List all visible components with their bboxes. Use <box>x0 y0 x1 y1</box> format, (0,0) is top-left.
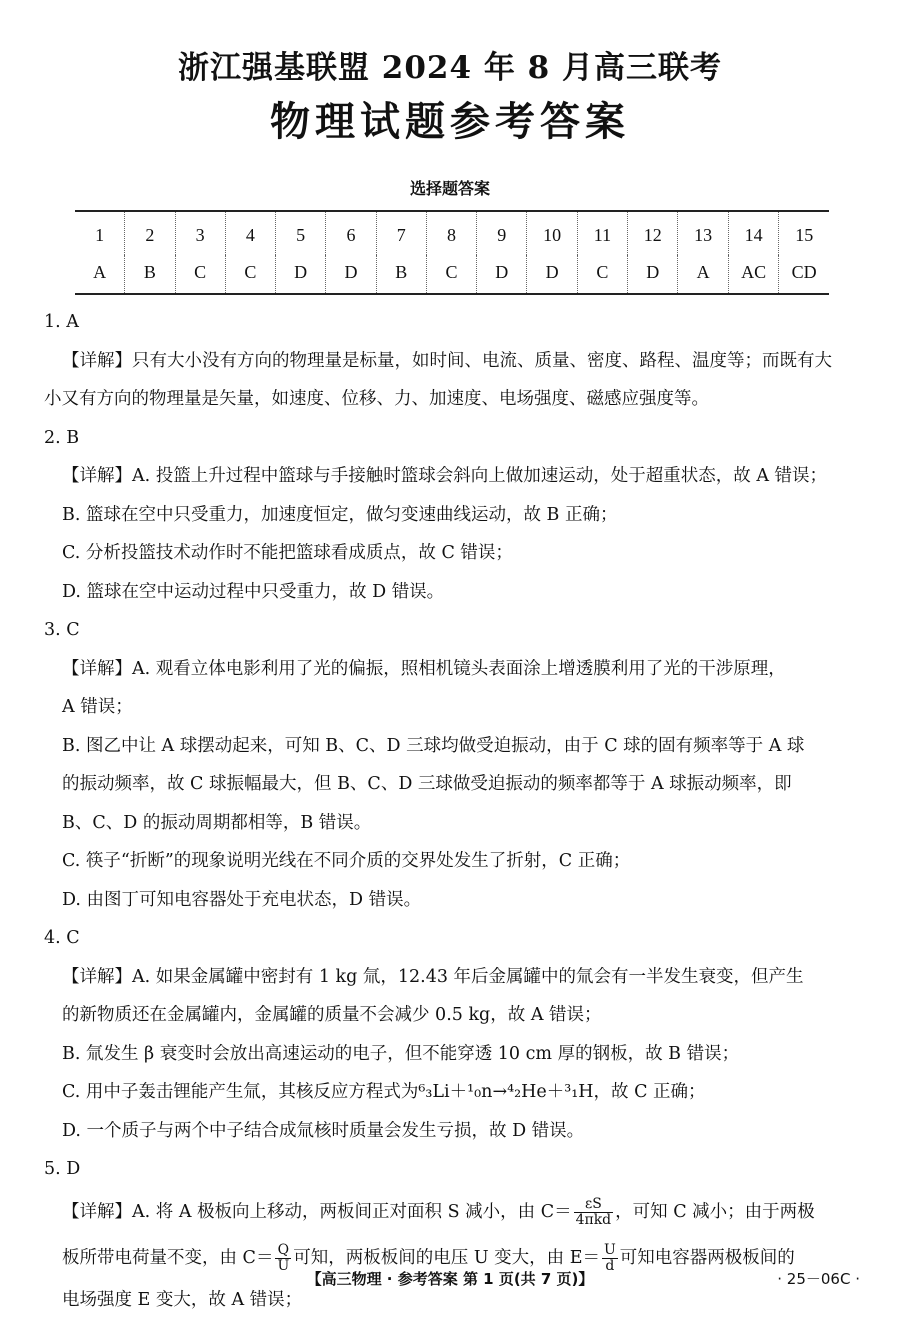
question-number-cell: 4 <box>225 211 275 255</box>
q2-line: 【详解】A. 投篮上升过程中篮球与手接触时篮球会斜向上做加速运动，处于超重状态，故 A 错误； <box>44 457 862 496</box>
q3-line: B. 图乙中让 A 球摆动起来，可知 B、C、D 三球均做受迫振动，由于 C 球的固有频率等于 A 球 <box>44 727 862 766</box>
question-number-cell: 5 <box>276 211 326 255</box>
question-number-cell: 15 <box>779 211 829 255</box>
question-number-cell: 9 <box>477 211 527 255</box>
q5-head: 5. D <box>44 1150 862 1189</box>
answer-body <box>44 303 862 1319</box>
q1-line: 小又有方向的物理量是矢量，如速度、位移、力、加速度、电场强度、磁感应强度等。 <box>44 380 862 419</box>
q4-line: C. 用中子轰击锂能产生氚，其核反应方程式为⁶₃Li＋¹₀n→⁴₂He＋³₁H，故 C 正确； <box>44 1073 862 1112</box>
q5-line-1: 【详解】A. 将 A 极板向上移动，两板间正对面积 S 减小，由 C＝ $\frac{\varepsilon S}{\text{4πkd}}$ ，可知 C 减小；由于两极 <box>44 1189 862 1235</box>
answer-cell: A <box>75 255 125 294</box>
question-number-cell: 10 <box>527 211 577 255</box>
section-title: 选择题答案 <box>0 176 900 199</box>
fraction-u-over-d: $\frac{U}{d}$ <box>602 1243 618 1274</box>
q3-line: 【详解】A. 观看立体电影利用了光的偏振，照相机镜头表面涂上增透膜利用了光的干涉原理， <box>44 650 862 689</box>
q1-head: 1. A <box>44 303 862 342</box>
q2-line: D. 篮球在空中运动过程中只受重力，故 D 错误。 <box>44 573 862 612</box>
footer-code: · 25－06C · <box>777 1268 860 1289</box>
question-number-cell: 8 <box>426 211 476 255</box>
q4-line: 的新物质还在金属罐内，金属罐的质量不会减少 0.5 kg，故 A 错误； <box>44 996 862 1035</box>
question-number-cell: 7 <box>376 211 426 255</box>
q2-line: C. 分析投篮技术动作时不能把篮球看成质点，故 C 错误； <box>44 534 862 573</box>
question-number-cell: 2 <box>125 211 175 255</box>
footer-page-info: 【高三物理 · 参考答案 第 1 页(共 7 页)】 <box>0 1268 900 1289</box>
answer-cell: D <box>628 255 678 294</box>
answer-cell: CD <box>779 255 829 294</box>
title-line1: 浙江强基联盟 2024 年 8 月高三联考 <box>0 42 900 87</box>
question-number-cell: 3 <box>175 211 225 255</box>
fraction-q-over-u: $\frac{Q}{U}$ <box>275 1243 291 1274</box>
question-number-cell: 12 <box>628 211 678 255</box>
question-number-cell: 1 <box>75 211 125 255</box>
answer-cell: C <box>175 255 225 294</box>
question-number-cell: 11 <box>577 211 627 255</box>
q2-head: 2. B <box>44 419 862 458</box>
answer-cell: C <box>426 255 476 294</box>
question-number-cell: 14 <box>728 211 779 255</box>
q5-line-3: 电场强度 E 变大，故 A 错误； <box>44 1281 862 1319</box>
q3-line: 的振动频率，故 C 球振幅最大，但 B、C、D 三球做受迫振动的频率都等于 A 球振动频率，即 <box>44 765 862 804</box>
answer-cell: C <box>577 255 627 294</box>
question-number-cell: 6 <box>326 211 376 255</box>
q4-line: D. 一个质子与两个中子结合成氚核时质量会发生亏损，故 D 错误。 <box>44 1112 862 1151</box>
q1-line: 【详解】只有大小没有方向的物理量是标量，如时间、电流、质量、密度、路程、温度等；而既有大 <box>44 342 862 381</box>
answer-cell: D <box>477 255 527 294</box>
q3-line: A 错误； <box>44 688 862 727</box>
q4-line: B. 氚发生 β 衰变时会放出高速运动的电子，但不能穿透 10 cm 厚的钢板，故 B 错误； <box>44 1035 862 1074</box>
q3-head: 3. C <box>44 611 862 650</box>
q3-line: D. 由图丁可知电容器处于充电状态，D 错误。 <box>44 881 862 920</box>
answer-cell: A <box>678 255 728 294</box>
q5-line-2: 板所带电荷量不变，由 C＝ $\frac{Q}{U}$ 可知，两板板间的电压 U 变大，由 E＝ $\frac{U}{d}$ 可知电容器两极板间的 <box>44 1235 862 1281</box>
answer-cell: D <box>326 255 376 294</box>
answer-table <box>75 210 829 295</box>
title-line2: 物理试题参考答案 <box>0 90 900 147</box>
q3-line: C. 筷子“折断”的现象说明光线在不同介质的交界处发生了折射，C 正确； <box>44 842 862 881</box>
answer-cell: B <box>125 255 175 294</box>
q3-line: B、C、D 的振动周期都相等，B 错误。 <box>44 804 862 843</box>
answer-cell: AC <box>728 255 779 294</box>
question-number-cell: 13 <box>678 211 728 255</box>
q4-line: 【详解】A. 如果金属罐中密封有 1 kg 氚，12.43 年后金属罐中的氚会有一半发生衰变，但产生 <box>44 958 862 997</box>
answer-cell: D <box>527 255 577 294</box>
answer-cell: D <box>276 255 326 294</box>
q2-line: B. 篮球在空中只受重力，加速度恒定，做匀变速曲线运动，故 B 正确； <box>44 496 862 535</box>
answer-cell: C <box>225 255 275 294</box>
answer-cell: B <box>376 255 426 294</box>
fraction-capacitance: $\frac{\varepsilon S}{\text{4πkd}}$ <box>574 1197 614 1228</box>
q4-head: 4. C <box>44 919 862 958</box>
